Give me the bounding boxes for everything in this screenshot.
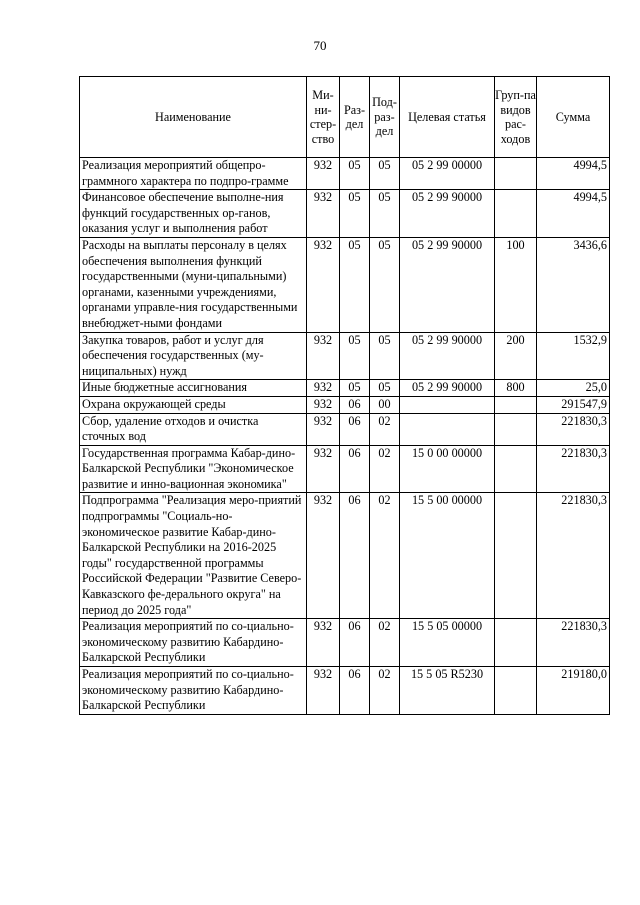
table-row	[80, 493, 610, 619]
row-target: 05 2 99 90000	[400, 332, 495, 380]
row-group: 100	[495, 237, 537, 332]
row-sum: 219180,0	[537, 667, 610, 715]
row-ministry: 932	[307, 413, 340, 445]
row-sum: 221830,3	[537, 445, 610, 493]
row-name: Реализация мероприятий по со-циально-экономическому развитию Кабардино-Балкарской Республики	[80, 667, 307, 715]
row-sum: 25,0	[537, 380, 610, 397]
header-ministry: Ми-ни-стер-ство	[307, 77, 340, 158]
row-target	[400, 396, 495, 413]
row-section: 06	[340, 493, 370, 619]
header-section: Раз-дел	[340, 77, 370, 158]
table-row	[80, 380, 610, 397]
row-section: 05	[340, 190, 370, 238]
row-subsection: 02	[370, 493, 400, 619]
table-row	[80, 445, 610, 493]
row-ministry: 932	[307, 667, 340, 715]
row-subsection: 05	[370, 158, 400, 190]
row-subsection: 05	[370, 380, 400, 397]
table-row	[80, 667, 610, 715]
row-sum: 221830,3	[537, 619, 610, 667]
row-sum: 4994,5	[537, 158, 610, 190]
row-ministry: 932	[307, 619, 340, 667]
row-group	[495, 413, 537, 445]
row-ministry: 932	[307, 493, 340, 619]
row-name: Финансовое обеспечение выполне-ния функций государственных ор-ганов, оказания услуг и выполнения работ	[80, 190, 307, 238]
row-target: 15 0 00 00000	[400, 445, 495, 493]
row-name: Охрана окружающей среды	[80, 396, 307, 413]
row-section: 05	[340, 380, 370, 397]
row-group	[495, 158, 537, 190]
row-group	[495, 396, 537, 413]
row-section: 06	[340, 396, 370, 413]
table-row	[80, 190, 610, 238]
table-row	[80, 332, 610, 380]
row-ministry: 932	[307, 190, 340, 238]
row-target: 15 5 00 00000	[400, 493, 495, 619]
header-sum: Сумма	[537, 77, 610, 158]
row-group: 800	[495, 380, 537, 397]
row-ministry: 932	[307, 158, 340, 190]
row-target: 05 2 99 00000	[400, 158, 495, 190]
row-target: 05 2 99 90000	[400, 237, 495, 332]
row-ministry: 932	[307, 380, 340, 397]
row-subsection: 02	[370, 667, 400, 715]
row-target: 15 5 05 R5230	[400, 667, 495, 715]
row-sum: 221830,3	[537, 413, 610, 445]
row-group	[495, 190, 537, 238]
row-ministry: 932	[307, 332, 340, 380]
row-subsection: 02	[370, 619, 400, 667]
row-target: 05 2 99 90000	[400, 380, 495, 397]
row-target	[400, 413, 495, 445]
header-name: Наименование	[80, 77, 307, 158]
row-group: 200	[495, 332, 537, 380]
row-subsection: 05	[370, 332, 400, 380]
row-section: 06	[340, 445, 370, 493]
header-target: Целевая статья	[400, 77, 495, 158]
row-ministry: 932	[307, 445, 340, 493]
row-sum: 291547,9	[537, 396, 610, 413]
row-group	[495, 667, 537, 715]
header-subsection: Под-раз-дел	[370, 77, 400, 158]
row-subsection: 05	[370, 190, 400, 238]
table-row	[80, 237, 610, 332]
row-name: Реализация мероприятий по со-циально-экономическому развитию Кабардино-Балкарской Республики	[80, 619, 307, 667]
row-group	[495, 493, 537, 619]
page-number: 70	[313, 38, 327, 53]
row-name: Государственная программа Кабар-дино-Балкарской Республики "Экономическое развитие и инно-вационная экономика"	[80, 445, 307, 493]
row-name: Расходы на выплаты персоналу в целях обеспечения выполнения функций государственными (муни-ципальными) органами, казенными учреждениями, органами управле-ния государственными внебюджет-ными фондами	[80, 237, 307, 332]
row-group	[495, 445, 537, 493]
row-section: 05	[340, 158, 370, 190]
row-name: Закупка товаров, работ и услуг для обеспечения государственных (му-ниципальных) нужд	[80, 332, 307, 380]
table-row	[80, 619, 610, 667]
row-name: Иные бюджетные ассигнования	[80, 380, 307, 397]
row-sum: 3436,6	[537, 237, 610, 332]
table-row	[80, 158, 610, 190]
table-row	[80, 413, 610, 445]
row-sum: 1532,9	[537, 332, 610, 380]
row-name: Подпрограмма "Реализация меро-приятий подпрограммы "Социаль-но-экономическое развитие Кабар-дино-Балкарской Республики на 2016-2025 годы" государственной программы Российской Федерации "Развитие Северо-Кавказского фе-дерального округа" на период до 2025 года"	[80, 493, 307, 619]
header-expense-group: Груп-па видов рас-ходов	[495, 77, 537, 158]
table-header-row	[80, 77, 610, 158]
row-ministry: 932	[307, 237, 340, 332]
budget-table	[79, 76, 610, 715]
row-sum: 221830,3	[537, 493, 610, 619]
row-section: 05	[340, 332, 370, 380]
row-subsection: 02	[370, 413, 400, 445]
row-section: 06	[340, 413, 370, 445]
table-row	[80, 396, 610, 413]
row-target: 15 5 05 00000	[400, 619, 495, 667]
row-subsection: 00	[370, 396, 400, 413]
row-subsection: 05	[370, 237, 400, 332]
row-ministry: 932	[307, 396, 340, 413]
row-section: 06	[340, 619, 370, 667]
row-sum: 4994,5	[537, 190, 610, 238]
row-group	[495, 619, 537, 667]
row-name: Реализация мероприятий общепро-граммного характера по подпро-грамме	[80, 158, 307, 190]
row-name: Сбор, удаление отходов и очистка сточных вод	[80, 413, 307, 445]
row-subsection: 02	[370, 445, 400, 493]
row-section: 05	[340, 237, 370, 332]
row-target: 05 2 99 90000	[400, 190, 495, 238]
row-section: 06	[340, 667, 370, 715]
